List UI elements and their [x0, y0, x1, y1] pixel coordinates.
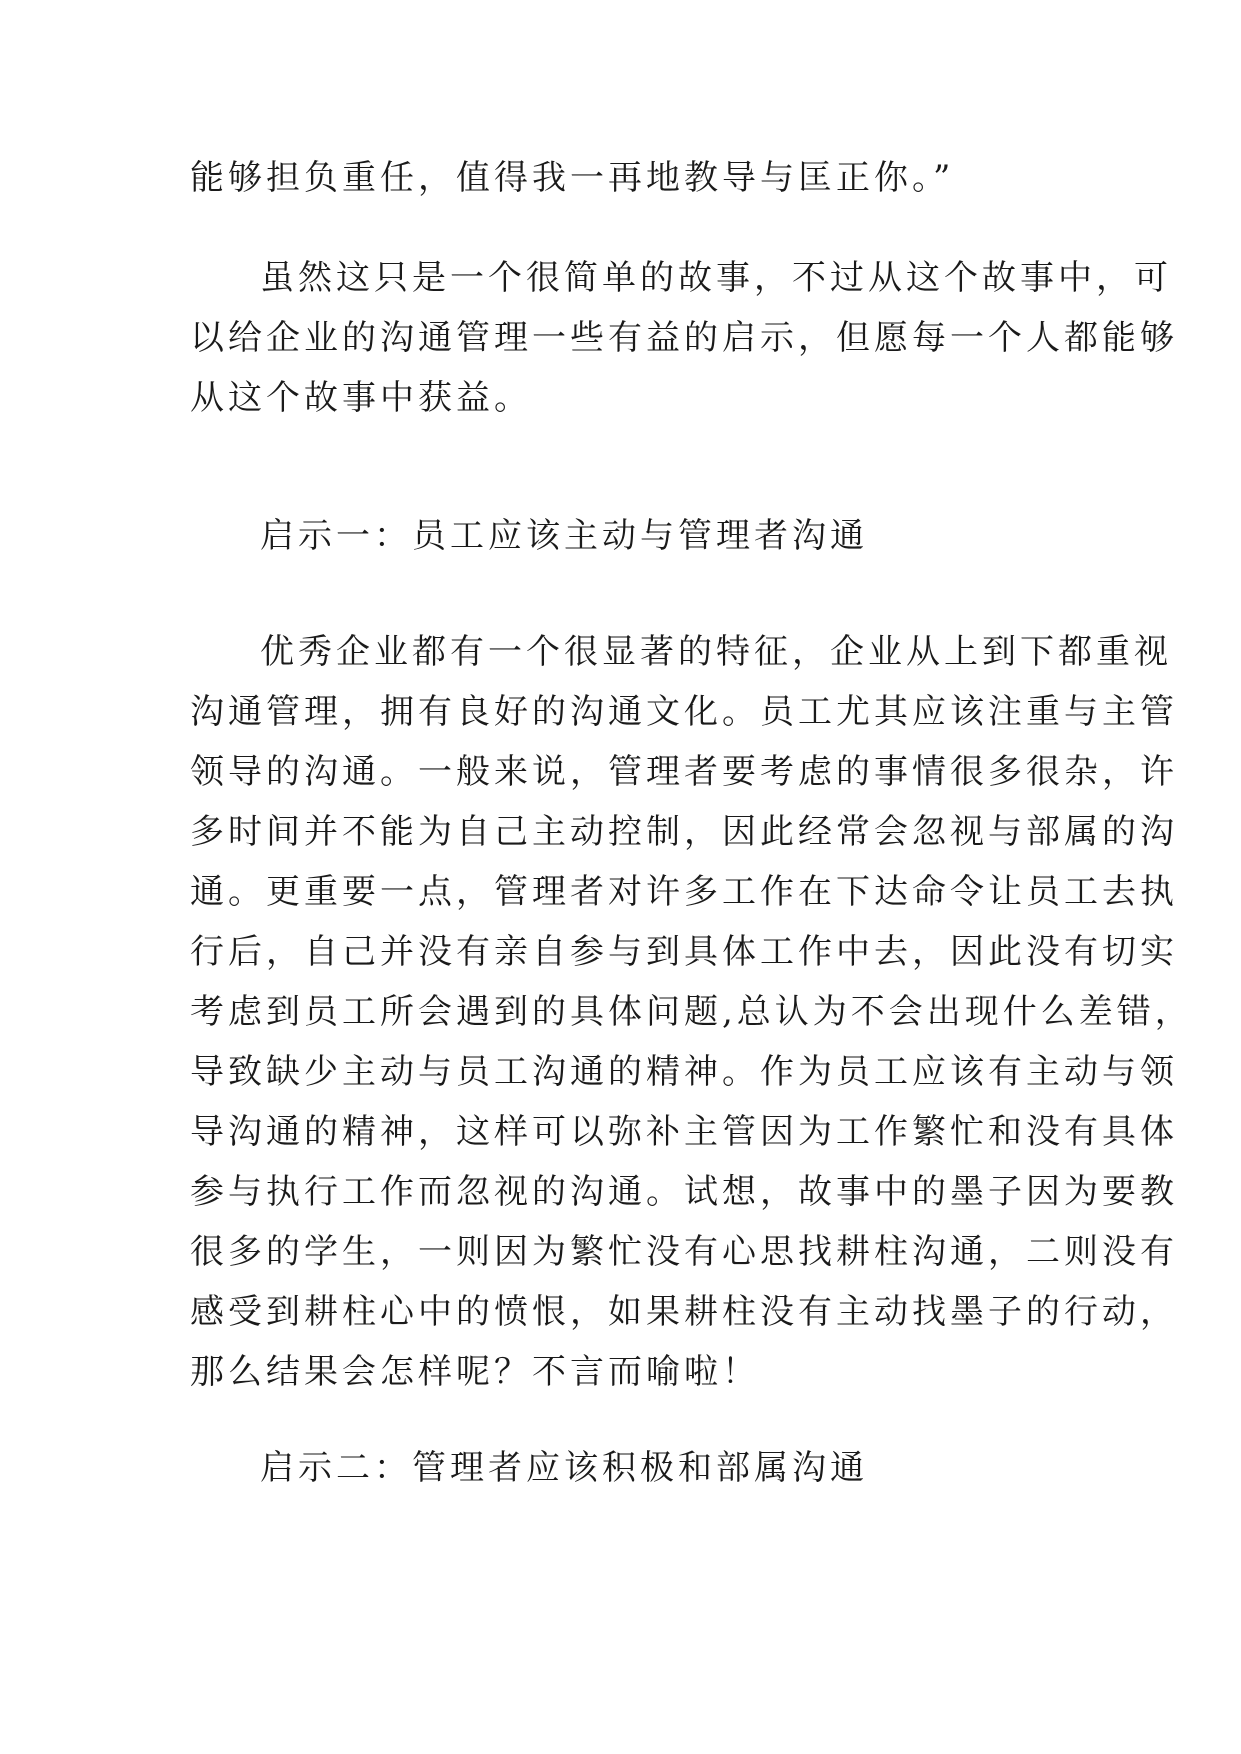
text-line: 从这个故事中获益。 — [190, 378, 532, 418]
text-line: 导沟通的精神，这样可以弥补主管因为工作繁忙和没有具体 — [190, 1112, 1178, 1152]
text-line: 考虑到员工所会遇到的具体问题,总认为不会出现什么差错， — [190, 992, 1193, 1032]
section-heading-1 — [190, 506, 1060, 566]
section-heading-2 — [190, 1438, 1060, 1498]
text-line: 行后，自己并没有亲自参与到具体工作中去，因此没有切实 — [190, 932, 1178, 972]
text-line: 参与执行工作而忽视的沟通。试想，故事中的墨子因为要教 — [190, 1172, 1178, 1212]
text-line: 导致缺少主动与员工沟通的精神。作为员工应该有主动与领 — [190, 1052, 1178, 1092]
paragraph-story-lesson — [190, 248, 1178, 428]
text-line: 很多的学生，一则因为繁忙没有心思找耕柱沟通，二则没有 — [190, 1232, 1178, 1272]
paragraph-insight-1 — [190, 622, 1193, 1402]
heading-text: 启示二：管理者应该积极和部属沟通 — [260, 1448, 868, 1488]
text-line: 以给企业的沟通管理一些有益的启示，但愿每一个人都能够 — [190, 318, 1178, 358]
text-line: 领导的沟通。一般来说，管理者要考虑的事情很多很杂，许 — [190, 752, 1178, 792]
text-line: 那么结果会怎样呢？不言而喻啦！ — [190, 1352, 760, 1392]
heading-text: 启示一：员工应该主动与管理者沟通 — [260, 516, 868, 556]
text-line: 优秀企业都有一个很显著的特征，企业从上到下都重视 — [260, 632, 1172, 672]
text-line: 多时间并不能为自己主动控制，因此经常会忽视与部属的沟 — [190, 812, 1178, 852]
text-line: 通。更重要一点，管理者对许多工作在下达命令让员工去执 — [190, 872, 1178, 912]
text-line: 虽然这只是一个很简单的故事，不过从这个故事中，可 — [260, 258, 1172, 298]
text-line: 感受到耕柱心中的愤恨，如果耕柱没有主动找墨子的行动， — [190, 1292, 1178, 1332]
text-line: 沟通管理，拥有良好的沟通文化。员工尤其应该注重与主管 — [190, 692, 1178, 732]
paragraph-closing-quote — [190, 148, 1060, 208]
text-line: 能够担负重任，值得我一再地教导与匡正你。” — [190, 158, 955, 198]
